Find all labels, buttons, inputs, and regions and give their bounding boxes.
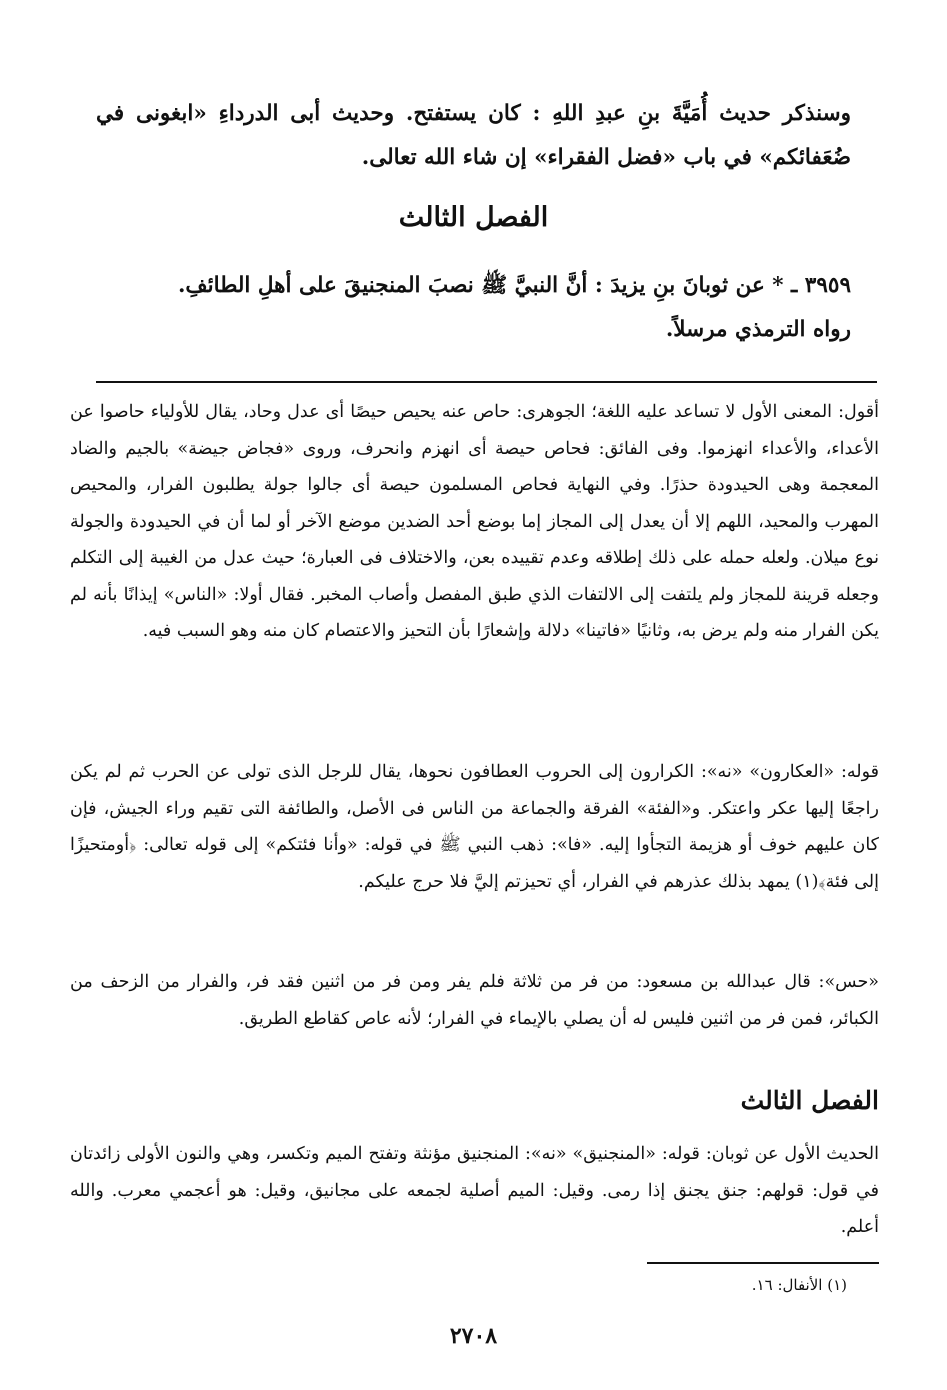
intro-paragraph: وسنذكر حديث أُمَيَّةَ بنِ عبدِ اللهِ : كان يستفتح. وحديث أبى الدرداءِ «ابغونى في ضُعَفائكم» في باب «فضل الفقراء» إن شاء الله تعالى. (96, 101, 851, 170)
page-number: ٢٧٠٨ (449, 1323, 498, 1349)
commentary-paragraph-3 (70, 964, 879, 1037)
section-heading-main: الفصل الثالث (398, 202, 549, 233)
hadith-text: ٣٩٥٩ ـ * عن ثوبانَ بنِ يزيدَ : أنَّ النبيَّ ﷺ نصبَ المنجنيقَ على أهلِ الطائفِ. (177, 273, 851, 298)
commentary-paragraph-2 (70, 754, 879, 900)
footnote-divider (647, 1262, 879, 1264)
section-heading-commentary: الفصل الثالث (740, 1086, 879, 1115)
commentary-paragraph-4 (70, 1136, 879, 1246)
commentary-text: «حس»: قال عبدالله بن مسعود: من فر من ثلاثة فلم يفر ومن فر من اثنين فقد فر، والفرار من الزحف من الكبائر، فمن فر من اثنين فليس له أن يصلي بالإيماء في الفرار؛ لأنه عاص كقاطع الطريق. (70, 972, 879, 1029)
commentary-text: الحديث الأول عن ثوبان: قوله: «المنجنيق» «نه»: المنجنيق مؤنثة وتفتح الميم وتكسر، وهي والنون الأولى زائدتان في قول: قولهم: جنق يجنق إذا رمى. وقيل: الميم أصلية لجمعه على مجانيق، وقيل: هو أعجمي معرب. والله أعلم. (70, 1144, 879, 1237)
commentary-text: أقول: المعنى الأول لا تساعد عليه اللغة؛ الجوهرى: حاص عنه يحيص حيصًا أى عدل وحاد، يقال للأولياء حاصوا عن الأعداء، والأعداء انهزموا. وفى الفائق: فحاص حيصة أى انهزم وانحرف، وروى «فجاض جيضة» بالجيم والضاد المعجمة وهى الحيدودة حذرًا. وفي النهاية فحاص المسلمون حيصة أى جالوا جولة يطلبون الفرار، والمحيص المهرب والمحيد، اللهم إلا أن يعدل إلى المجاز إما بوضع أحد الضدين موضع الآخر أو لما أن في الحيدودة والجولة نوع ميلان. ولعله حمله على ذلك إطلاقه وعدم تقييده بعن، والاختلاف فى العبارة؛ حيث عدل من الغيبة إلى التكلم وجعله قرينة للمجاز ولم يلتفت إلى الالتفات الذي طبق المفصل وأصاب المخبر. فقال أولا: «الناس» إيذانًا بأنه لم يكن الفرار منه ولم يرض به، وثانيًا «فاتينا» دلالة وإشعارًا بأن التحيز والاعتصام كان منه وهو السبب فيه. (70, 402, 879, 641)
commentary-paragraph-1 (70, 394, 879, 650)
hadith-block (96, 264, 851, 352)
footnote: (١) الأنفال: ١٦. (751, 1276, 847, 1294)
main-text (96, 92, 851, 180)
commentary-text: قوله: «العكارون» «نه»: الكرارون إلى الحروب العطافون نحوها، يقال للرجل الذى تولى عن الحرب ثم لم يكن راجعًا إليها عكر واعتكر. و«الفئة» الفرقة والجماعة من الناس فى الأصل، والطائفة التى تقيم وراء الجيش، فإن كان عليهم خوف أو هزيمة التجأوا إليه. «فا»: ذهب النبي ﷺ في قوله: «وأنا فئتكم» إلى قوله تعالى: ﴿أومتحيزًا إلى فئة﴾(١) يمهد بذلك عذرهم في الفرار، أي تحيزتم إليَّ فلا حرج عليكم. (70, 762, 879, 892)
commentary-divider (96, 381, 877, 383)
hadith-source: رواه الترمذي مرسلاً. (665, 317, 851, 342)
